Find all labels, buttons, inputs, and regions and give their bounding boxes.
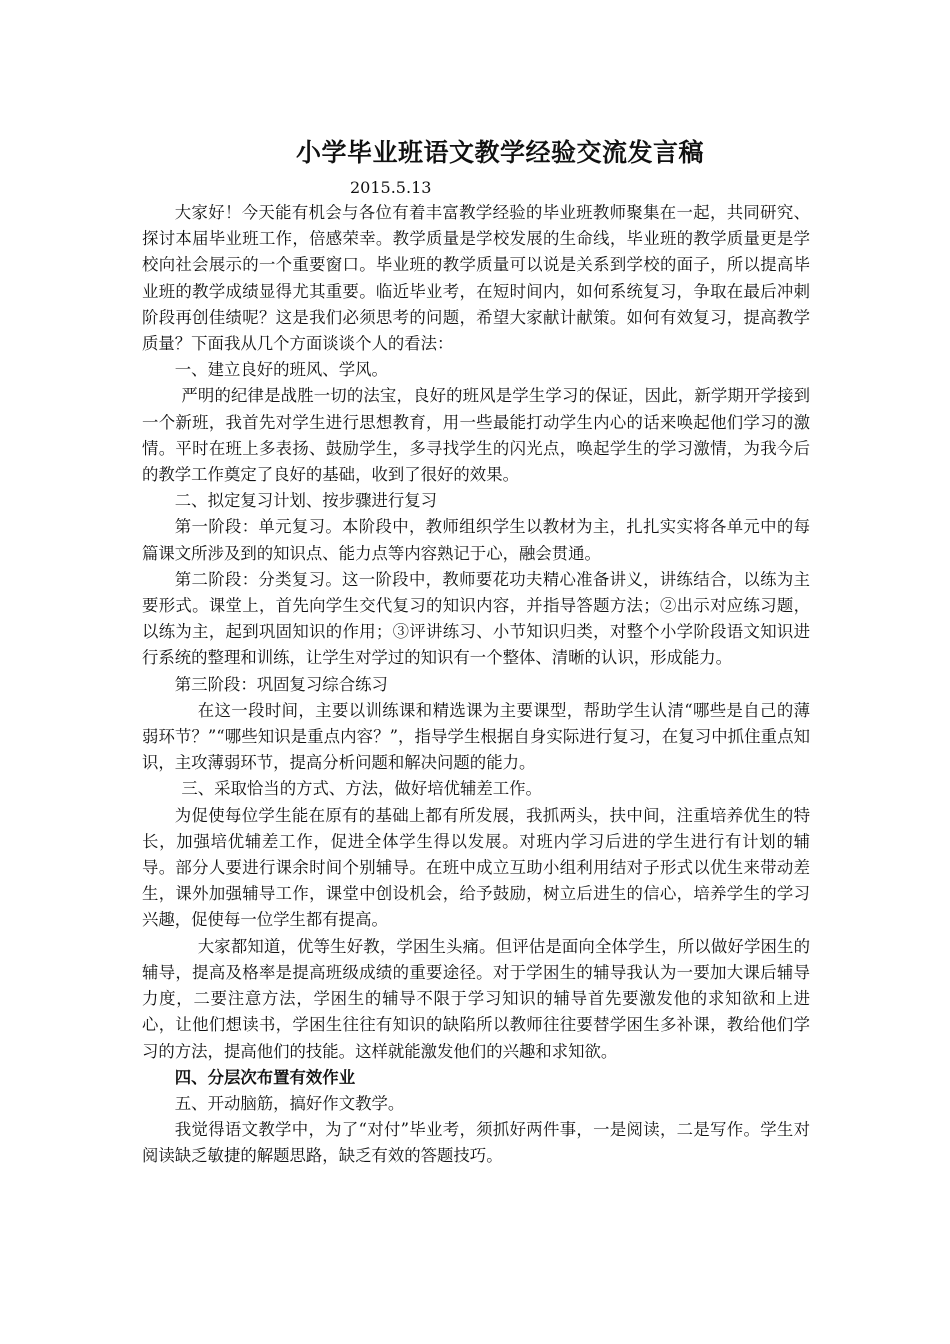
paragraph-writing: 我觉得语文教学中，为了“对付”毕业考，须抓好两件事，一是阅读，二是写作。学生对阅读缺乏敏捷的解题思路，缺乏有效的答题技巧。 [142, 1120, 810, 1166]
section-heading-2: 二、拟定复习计划、按步骤进行复习 [174, 491, 438, 511]
document-body [142, 200, 810, 1170]
paragraph-greeting: 大家好！今天能有机会与各位有着丰富教学经验的毕业班教师聚集在一起，共同研究、探讨本届毕业班工作，倍感荣幸。教学质量是学校发展的生命线，毕业班的教学质量更是学校向社会展示的一个重要窗口。毕业班的教学质量可以说是关系到学校的面子，所以提高毕业班的教学成绩显得尤其重要。临近毕业考，在短时间内，如何系统复习，争取在最后冲刺阶段再创佳绩呢？这是我们必须思考的问题，希望大家献计献策。如何有效复习，提高教学质量？下面我从几个方面谈谈个人的看法： [142, 203, 810, 354]
section-heading-5: 五、开动脑筋，搞好作文教学。 [174, 1093, 405, 1113]
paragraph-stage-1: 第一阶段：单元复习。本阶段中，教师组织学生以教材为主，扎扎实实将各单元中的每篇课文所涉及到的知识点、能力点等内容熟记于心，融会贯通。 [142, 517, 810, 563]
paragraph-discipline: 严明的纪律是战胜一切的法宝，良好的班风是学生学习的保证，因此，新学期开学接到一个新班，我首先对学生进行思想教育，用一些最能打动学生内心的话来唤起他们学习的激情。平时在班上多表扬、鼓励学生，多寻找学生的闪光点，唤起学生的学习激情，为我今后的教学工作奠定了良好的基础，收到了很好的效果。 [142, 386, 810, 485]
section-heading-1: 一、建立良好的班风、学风。 [174, 360, 388, 380]
paragraph-stage-3: 在这一段时间，主要以训练课和精选课为主要课型，帮助学生认清“哪些是自己的薄弱环节？”“哪些知识是重点内容？”，指导学生根据自身实际进行复习，在复习中抓住重点知识，主攻薄弱环节，提高分析问题和解决问题的能力。 [142, 700, 810, 773]
paragraph-stage-2: 第二阶段：分类复习。这一阶段中，教师要花功夫精心准备讲义，讲练结合，以练为主要形式。课堂上，首先向学生交代复习的知识内容，并指导答题方法；②出示对应练习题，以练为主，起到巩固知识的作用；③评讲练习、小节知识归类，对整个小学阶段语文知识进行系统的整理和训练，让学生对学过的知识有一个整体、清晰的认识，形成能力。 [142, 569, 810, 668]
paragraph-development: 为促使每位学生能在原有的基础上都有所发展，我抓两头，扶中间，注重培养优生的特长，加强培优辅差工作，促进全体学生得以发展。对班内学习后进的学生进行有计划的辅导。部分人要进行课余时间个别辅导。在班中成立互助小组利用结对子形式以优生来带动差生，课外加强辅导工作，课堂中创设机会，给予鼓励，树立后进生的信心，培养学生的学习兴趣，促使每一位学生都有提高。 [142, 805, 810, 930]
section-heading-3: 三、采取恰当的方式、方法，做好培优辅差工作。 [181, 779, 542, 799]
paragraph-struggling-students: 大家都知道，优等生好教，学困生头痛。但评估是面向全体学生，所以做好学困生的辅导，提高及格率是提高班级成绩的重要途径。对于学困生的辅导我认为一要加大课后辅导力度，二要注意方法，学困生的辅导不限于学习知识的辅导首先要激发他的求知欲和上进心，让他们想读书，学困生往往有知识的缺陷所以教师往往要替学困生多补课，教给他们学习的方法，提高他们的技能。这样就能激发他们的兴趣和求知欲。 [142, 936, 810, 1061]
paragraph-stage-3-heading: 第三阶段：巩固复习综合练习 [174, 674, 388, 694]
document-title: 小学毕业班语文教学经验交流发言稿 [295, 138, 704, 167]
document-date: 2015.5.13 [350, 178, 432, 197]
section-heading-4: 四、分层次布置有效作业 [174, 1067, 356, 1087]
